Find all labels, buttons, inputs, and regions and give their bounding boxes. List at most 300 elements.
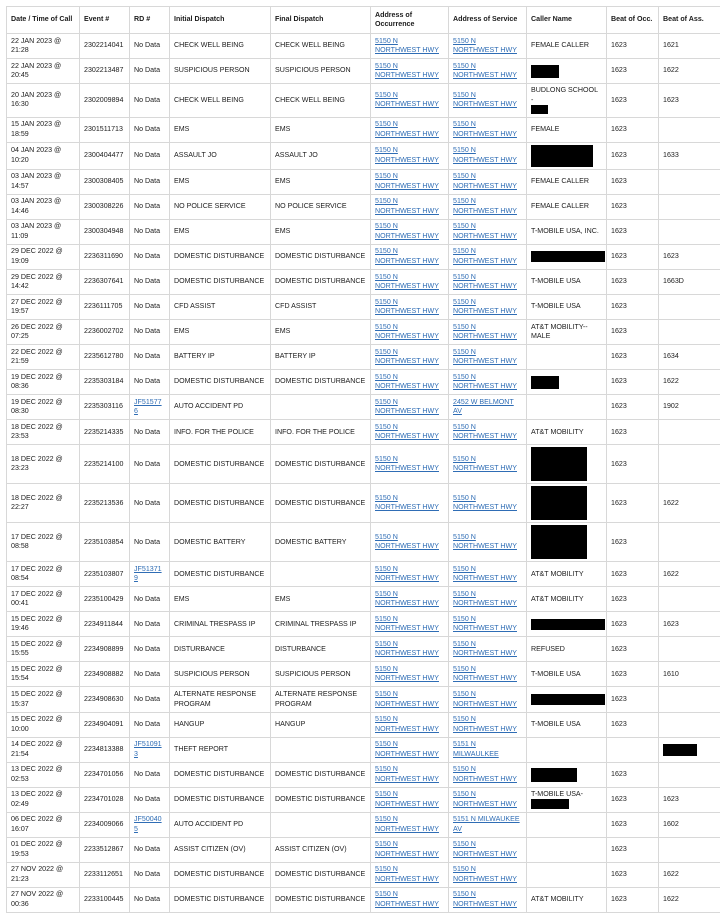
table-row	[7, 612, 720, 637]
cell-rd-number-text: No Data	[134, 770, 160, 778]
cell-rd-number-link[interactable]: JF500405	[134, 815, 162, 832]
cell-final-dispatch	[271, 612, 371, 637]
cell-beat-occ-text: 1623	[611, 720, 627, 728]
cell-event-number-text: 2302213487	[84, 66, 123, 74]
cell-beat-ass	[659, 294, 720, 319]
cell-rd-number	[130, 34, 170, 59]
cell-caller-name	[527, 862, 607, 887]
cell-final-dispatch	[271, 712, 371, 737]
cell-beat-ass-text: 1622	[663, 870, 679, 878]
cell-caller-name	[527, 219, 607, 244]
cell-rd-number-text: No Data	[134, 499, 160, 507]
cell-beat-ass-text: 1622	[663, 377, 679, 385]
cell-address-service-link[interactable]: 5150 N NORTHWEST HWY	[453, 494, 517, 511]
cell-initial-dispatch	[170, 787, 271, 812]
cell-rd-number	[130, 637, 170, 662]
cell-address-service	[449, 194, 527, 219]
cell-address-occurrence-link[interactable]: 5150 N NORTHWEST HWY	[375, 37, 439, 54]
table-row	[7, 169, 720, 194]
cell-address-occurrence-link[interactable]: 5150 N NORTHWEST HWY	[375, 740, 439, 757]
cell-address-occurrence-link[interactable]: 5150 N NORTHWEST HWY	[375, 298, 439, 315]
cell-event-number-text: 2235103854	[84, 538, 123, 546]
cell-caller-name	[527, 194, 607, 219]
cell-address-service-link[interactable]: 5150 N NORTHWEST HWY	[453, 222, 517, 239]
cell-beat-ass	[659, 862, 720, 887]
cell-caller-name	[527, 294, 607, 319]
cell-address-occurrence-link[interactable]: 5150 N NORTHWEST HWY	[375, 172, 439, 189]
cell-address-service-link[interactable]: 5150 N NORTHWEST HWY	[453, 765, 517, 782]
cell-event-number-text: 2234009066	[84, 820, 123, 828]
cell-address-occurrence-link[interactable]: 5150 N NORTHWEST HWY	[375, 790, 439, 807]
cell-address-service-link[interactable]: 5150 N NORTHWEST HWY	[453, 62, 517, 79]
cell-final-dispatch	[271, 837, 371, 862]
cell-rd-number-text: No Data	[134, 595, 160, 603]
cell-event-number	[80, 370, 130, 395]
table-row	[7, 687, 720, 712]
cell-address-occurrence-link[interactable]: 5150 N NORTHWEST HWY	[375, 533, 439, 550]
cell-event-number	[80, 169, 130, 194]
cell-address-service-link[interactable]: 5150 N NORTHWEST HWY	[453, 590, 517, 607]
cell-event-number	[80, 484, 130, 523]
cell-address-service-link[interactable]: 5150 N NORTHWEST HWY	[453, 91, 517, 108]
cell-initial-dispatch-text: EMS	[174, 327, 189, 335]
cell-address-service	[449, 219, 527, 244]
cell-address-occurrence-link[interactable]: 5150 N NORTHWEST HWY	[375, 615, 439, 632]
table-row	[7, 194, 720, 219]
cell-rd-number	[130, 587, 170, 612]
cell-final-dispatch-text: HANGUP	[275, 720, 305, 728]
cell-address-occurrence	[371, 484, 449, 523]
cell-final-dispatch-text: ASSAULT JO	[275, 151, 318, 159]
cell-beat-ass	[659, 662, 720, 687]
cell-initial-dispatch	[170, 219, 271, 244]
cell-event-number	[80, 445, 130, 484]
cell-date-time-text: 15 DEC 2022 @ 15:54	[11, 665, 63, 682]
cell-caller-name	[527, 269, 607, 294]
cell-event-number	[80, 244, 130, 269]
cell-address-service-link[interactable]: 5150 N NORTHWEST HWY	[453, 640, 517, 657]
cell-event-number	[80, 687, 130, 712]
cell-beat-occ-text: 1623	[611, 41, 627, 49]
cell-initial-dispatch-text: DOMESTIC DISTURBANCE	[174, 770, 264, 778]
cell-event-number-text: 2302009894	[84, 96, 123, 104]
cell-beat-ass	[659, 484, 720, 523]
cell-address-service-link[interactable]: 5150 N NORTHWEST HWY	[453, 423, 517, 440]
cell-date-time	[7, 787, 80, 812]
cell-initial-dispatch-text: AUTO ACCIDENT PD	[174, 820, 243, 828]
cell-initial-dispatch	[170, 637, 271, 662]
cell-final-dispatch-text: EMS	[275, 227, 290, 235]
cell-rd-number	[130, 219, 170, 244]
cell-beat-ass	[659, 787, 720, 812]
cell-address-occurrence	[371, 219, 449, 244]
cell-address-occurrence	[371, 169, 449, 194]
cell-beat-occ	[607, 219, 659, 244]
cell-address-occurrence-link[interactable]: 5150 N NORTHWEST HWY	[375, 197, 439, 214]
cell-address-service-link[interactable]: 2452 W BELMONT AV	[453, 398, 514, 415]
cell-final-dispatch	[271, 787, 371, 812]
cell-initial-dispatch-text: CHECK WELL BEING	[174, 96, 244, 104]
cell-beat-occ-text: 1623	[611, 96, 627, 104]
cell-address-occurrence-link[interactable]: 5150 N NORTHWEST HWY	[375, 690, 439, 707]
cell-date-time-text: 15 DEC 2022 @ 19:46	[11, 615, 63, 632]
cell-address-occurrence	[371, 737, 449, 762]
cell-beat-ass-text: 1623	[663, 795, 679, 803]
cell-address-occurrence-link[interactable]: 5150 N NORTHWEST HWY	[375, 62, 439, 79]
cell-beat-occ-text: 1623	[611, 125, 627, 133]
cell-rd-number	[130, 320, 170, 345]
cell-address-occurrence-link[interactable]: 5150 N NORTHWEST HWY	[375, 815, 439, 832]
cell-address-occurrence	[371, 637, 449, 662]
cell-beat-occ	[607, 34, 659, 59]
cell-beat-occ-text: 1623	[611, 795, 627, 803]
table-row	[7, 420, 720, 445]
cell-beat-occ	[607, 420, 659, 445]
cell-beat-ass	[659, 142, 720, 169]
cell-address-service-link[interactable]: 5150 N NORTHWEST HWY	[453, 890, 517, 907]
cell-event-number-text: 2234813388	[84, 745, 123, 753]
cell-beat-ass	[659, 219, 720, 244]
cell-address-occurrence-link[interactable]: 5150 N NORTHWEST HWY	[375, 840, 439, 857]
cell-rd-number	[130, 484, 170, 523]
cell-beat-occ-text: 1623	[611, 327, 627, 335]
cell-beat-occ	[607, 395, 659, 420]
cell-beat-ass-text: 1610	[663, 670, 679, 678]
cell-date-time-text: 17 DEC 2022 @ 08:58	[11, 533, 63, 550]
cell-final-dispatch	[271, 812, 371, 837]
cell-address-service-link[interactable]: 5150 N NORTHWEST HWY	[453, 323, 517, 340]
cell-address-occurrence	[371, 370, 449, 395]
cell-date-time	[7, 219, 80, 244]
cell-address-service	[449, 294, 527, 319]
cell-address-service-link[interactable]: 5150 N NORTHWEST HWY	[453, 565, 517, 582]
cell-beat-ass	[659, 370, 720, 395]
cell-date-time-text: 29 DEC 2022 @ 19:09	[11, 247, 63, 264]
cell-final-dispatch	[271, 84, 371, 118]
cell-address-occurrence-link[interactable]: 5150 N NORTHWEST HWY	[375, 590, 439, 607]
header-rd-number: RD #	[130, 7, 170, 34]
cell-address-occurrence	[371, 862, 449, 887]
cell-date-time-text: 15 DEC 2022 @ 15:37	[11, 690, 63, 707]
redaction-box	[531, 486, 587, 520]
cell-address-service-link[interactable]: 5150 N NORTHWEST HWY	[453, 172, 517, 189]
cell-rd-number-link[interactable]: JF513719	[134, 565, 162, 582]
cell-caller-name	[527, 484, 607, 523]
cell-address-service-link[interactable]: 5151 N MILWAUKEE AV	[453, 815, 520, 832]
redaction-box	[531, 525, 587, 559]
cell-beat-occ-text: 1623	[611, 66, 627, 74]
cell-initial-dispatch-text: CRIMINAL TRESPASS IP	[174, 620, 255, 628]
table-row	[7, 320, 720, 345]
cell-beat-occ-text: 1623	[611, 428, 627, 436]
cell-initial-dispatch	[170, 244, 271, 269]
cell-caller-name-text: T-MOBILE USA, INC.	[531, 227, 599, 235]
cell-address-service	[449, 662, 527, 687]
cell-rd-number-text: No Data	[134, 870, 160, 878]
cell-initial-dispatch	[170, 370, 271, 395]
redaction-box	[531, 799, 569, 809]
cell-address-occurrence	[371, 420, 449, 445]
cell-final-dispatch	[271, 587, 371, 612]
cell-event-number-text: 2233512867	[84, 845, 123, 853]
cell-address-occurrence	[371, 445, 449, 484]
cell-address-service-link[interactable]: 5150 N NORTHWEST HWY	[453, 197, 517, 214]
cell-address-occurrence	[371, 269, 449, 294]
cell-final-dispatch	[271, 34, 371, 59]
cell-event-number	[80, 345, 130, 370]
cell-date-time-text: 17 DEC 2022 @ 08:54	[11, 565, 63, 582]
cell-address-occurrence-link[interactable]: 5150 N NORTHWEST HWY	[375, 120, 439, 137]
cell-event-number-text: 2235100429	[84, 595, 123, 603]
cell-rd-number	[130, 84, 170, 118]
cell-final-dispatch-text: EMS	[275, 595, 290, 603]
cell-initial-dispatch-text: DOMESTIC DISTURBANCE	[174, 870, 264, 878]
cell-caller-name-text: T-MOBILE USA-	[531, 790, 583, 798]
cell-event-number-text: 2234911844	[84, 620, 123, 628]
cell-address-occurrence-link[interactable]: 5150 N NORTHWEST HWY	[375, 455, 439, 472]
cell-date-time-text: 27 NOV 2022 @ 00:36	[11, 890, 63, 907]
cell-final-dispatch	[271, 219, 371, 244]
cell-event-number	[80, 712, 130, 737]
cell-address-occurrence-link[interactable]: 5150 N NORTHWEST HWY	[375, 640, 439, 657]
cell-beat-occ	[607, 837, 659, 862]
redaction-box	[663, 744, 697, 756]
cell-date-time	[7, 687, 80, 712]
cell-beat-ass-text: 1623	[663, 96, 679, 104]
cell-final-dispatch	[271, 523, 371, 562]
cell-final-dispatch	[271, 445, 371, 484]
cell-beat-ass	[659, 445, 720, 484]
cell-beat-occ	[607, 862, 659, 887]
cell-final-dispatch	[271, 562, 371, 587]
cell-address-service-link[interactable]: 5150 N NORTHWEST HWY	[453, 840, 517, 857]
cell-date-time-text: 29 DEC 2022 @ 14:42	[11, 273, 63, 290]
cell-beat-ass	[659, 523, 720, 562]
cell-address-occurrence-link[interactable]: 5150 N NORTHWEST HWY	[375, 222, 439, 239]
cell-address-occurrence	[371, 712, 449, 737]
cell-beat-occ	[607, 345, 659, 370]
cell-rd-number-text: No Data	[134, 125, 160, 133]
cell-address-occurrence-link[interactable]: 5150 N NORTHWEST HWY	[375, 494, 439, 511]
cell-address-service	[449, 117, 527, 142]
cell-initial-dispatch	[170, 117, 271, 142]
cell-address-service	[449, 687, 527, 712]
cell-caller-name-text: T-MOBILE USA	[531, 670, 581, 678]
cell-final-dispatch	[271, 169, 371, 194]
cell-event-number-text: 2235103807	[84, 570, 123, 578]
cell-address-occurrence-link[interactable]: 5150 N NORTHWEST HWY	[375, 423, 439, 440]
cell-date-time-text: 15 DEC 2022 @ 10:00	[11, 715, 63, 732]
cell-final-dispatch-text: INFO. FOR THE POLICE	[275, 428, 355, 436]
cell-address-service-link[interactable]: 5150 N NORTHWEST HWY	[453, 615, 517, 632]
cell-address-occurrence-link[interactable]: 5150 N NORTHWEST HWY	[375, 273, 439, 290]
cell-address-occurrence	[371, 687, 449, 712]
cell-beat-ass	[659, 837, 720, 862]
cell-address-service-link[interactable]: 5150 N NORTHWEST HWY	[453, 790, 517, 807]
cell-date-time-text: 15 JAN 2023 @ 18:59	[11, 120, 61, 137]
cell-address-service-link[interactable]: 5150 N NORTHWEST HWY	[453, 715, 517, 732]
cell-address-service-link[interactable]: 5150 N NORTHWEST HWY	[453, 865, 517, 882]
cell-event-number-text: 2300308226	[84, 202, 123, 210]
cell-beat-occ	[607, 587, 659, 612]
cell-rd-number-text: No Data	[134, 227, 160, 235]
cell-address-service-link[interactable]: 5150 N NORTHWEST HWY	[453, 120, 517, 137]
cell-rd-number	[130, 612, 170, 637]
cell-address-service-link[interactable]: 5150 N NORTHWEST HWY	[453, 273, 517, 290]
cell-beat-occ	[607, 194, 659, 219]
cell-initial-dispatch	[170, 687, 271, 712]
cell-rd-number-text: No Data	[134, 377, 160, 385]
cell-address-occurrence-link[interactable]: 5150 N NORTHWEST HWY	[375, 373, 439, 390]
cell-date-time-text: 27 DEC 2022 @ 19:57	[11, 298, 63, 315]
cell-initial-dispatch-text: DOMESTIC DISTURBANCE	[174, 377, 264, 385]
cell-initial-dispatch	[170, 812, 271, 837]
cell-final-dispatch	[271, 320, 371, 345]
table-row	[7, 345, 720, 370]
cell-event-number-text: 2236111705	[84, 302, 122, 310]
cell-beat-occ-text: 1623	[611, 670, 627, 678]
cell-beat-occ-text: 1623	[611, 695, 627, 703]
cell-caller-name	[527, 523, 607, 562]
cell-event-number	[80, 887, 130, 912]
cell-address-service-link[interactable]: 5151 N MILWAULKEE	[453, 740, 499, 757]
cell-caller-name	[527, 637, 607, 662]
cell-event-number-text: 2234908899	[84, 645, 123, 653]
cell-date-time-text: 06 DEC 2022 @ 16:07	[11, 815, 63, 832]
cell-final-dispatch-text: CFD ASSIST	[275, 302, 316, 310]
cell-address-occurrence-link[interactable]: 5150 N NORTHWEST HWY	[375, 665, 439, 682]
cell-date-time-text: 17 DEC 2022 @ 00:41	[11, 590, 63, 607]
cell-rd-number	[130, 169, 170, 194]
cell-rd-number	[130, 562, 170, 587]
cell-beat-occ	[607, 117, 659, 142]
cell-rd-number	[130, 269, 170, 294]
cell-caller-name	[527, 445, 607, 484]
cell-final-dispatch	[271, 194, 371, 219]
cell-beat-occ-text: 1623	[611, 151, 627, 159]
dispatch-calls-table	[6, 6, 720, 913]
cell-caller-name	[527, 244, 607, 269]
cell-event-number	[80, 837, 130, 862]
cell-initial-dispatch-text: EMS	[174, 595, 189, 603]
cell-beat-ass	[659, 84, 720, 118]
cell-beat-ass	[659, 737, 720, 762]
cell-address-occurrence-link[interactable]: 5150 N NORTHWEST HWY	[375, 348, 439, 365]
cell-beat-ass	[659, 712, 720, 737]
cell-address-service-link[interactable]: 5150 N NORTHWEST HWY	[453, 37, 517, 54]
cell-beat-ass-text: 1633	[663, 151, 679, 159]
cell-address-service-link[interactable]: 5150 N NORTHWEST HWY	[453, 348, 517, 365]
cell-address-service-link[interactable]: 5150 N NORTHWEST HWY	[453, 690, 517, 707]
cell-beat-occ-text: 1623	[611, 870, 627, 878]
cell-date-time	[7, 562, 80, 587]
table-row	[7, 812, 720, 837]
cell-address-service	[449, 370, 527, 395]
cell-address-occurrence-link[interactable]: 5150 N NORTHWEST HWY	[375, 398, 439, 415]
cell-address-service-link[interactable]: 5150 N NORTHWEST HWY	[453, 455, 517, 472]
table-row	[7, 887, 720, 912]
cell-final-dispatch-text: DOMESTIC DISTURBANCE	[275, 277, 365, 285]
cell-final-dispatch-text: DOMESTIC DISTURBANCE	[275, 770, 365, 778]
cell-rd-number-link[interactable]: JF515776	[134, 398, 162, 415]
cell-caller-name	[527, 587, 607, 612]
cell-date-time	[7, 712, 80, 737]
cell-address-occurrence-link[interactable]: 5150 N NORTHWEST HWY	[375, 715, 439, 732]
cell-event-number-text: 2234904091	[84, 720, 123, 728]
cell-caller-name	[527, 762, 607, 787]
cell-initial-dispatch	[170, 484, 271, 523]
header-event-number: Event #	[80, 7, 130, 34]
table-row	[7, 862, 720, 887]
cell-final-dispatch	[271, 244, 371, 269]
cell-beat-occ	[607, 687, 659, 712]
cell-caller-name	[527, 142, 607, 169]
cell-beat-occ	[607, 523, 659, 562]
cell-address-occurrence-link[interactable]: 5150 N NORTHWEST HWY	[375, 91, 439, 108]
cell-address-occurrence	[371, 395, 449, 420]
table-row	[7, 84, 720, 118]
cell-caller-name-text: FEMALE CALLER	[531, 177, 589, 185]
cell-address-service-link[interactable]: 5150 N NORTHWEST HWY	[453, 298, 517, 315]
cell-final-dispatch-text: DOMESTIC DISTURBANCE	[275, 499, 365, 507]
cell-beat-ass	[659, 194, 720, 219]
cell-address-service-link[interactable]: 5150 N NORTHWEST HWY	[453, 146, 517, 163]
cell-address-occurrence-link[interactable]: 5150 N NORTHWEST HWY	[375, 247, 439, 264]
cell-address-occurrence-link[interactable]: 5150 N NORTHWEST HWY	[375, 146, 439, 163]
cell-address-occurrence-link[interactable]: 5150 N NORTHWEST HWY	[375, 865, 439, 882]
cell-initial-dispatch-text: DOMESTIC BATTERY	[174, 538, 245, 546]
cell-beat-occ	[607, 244, 659, 269]
cell-date-time	[7, 142, 80, 169]
cell-date-time	[7, 523, 80, 562]
cell-date-time-text: 22 JAN 2023 @ 21:28	[11, 37, 61, 54]
cell-address-occurrence-link[interactable]: 5150 N NORTHWEST HWY	[375, 323, 439, 340]
cell-beat-occ	[607, 637, 659, 662]
cell-address-service	[449, 587, 527, 612]
cell-rd-number-link[interactable]: JF510913	[134, 740, 162, 757]
cell-address-occurrence-link[interactable]: 5150 N NORTHWEST HWY	[375, 565, 439, 582]
cell-address-service-link[interactable]: 5150 N NORTHWEST HWY	[453, 373, 517, 390]
table-row	[7, 484, 720, 523]
cell-date-time	[7, 59, 80, 84]
cell-event-number-text: 2235213536	[84, 499, 123, 507]
cell-rd-number	[130, 787, 170, 812]
cell-initial-dispatch	[170, 142, 271, 169]
cell-beat-occ-text: 1623	[611, 252, 627, 260]
cell-beat-occ-text: 1623	[611, 595, 627, 603]
cell-address-service-link[interactable]: 5150 N NORTHWEST HWY	[453, 665, 517, 682]
cell-address-service-link[interactable]: 5150 N NORTHWEST HWY	[453, 247, 517, 264]
cell-address-service-link[interactable]: 5150 N NORTHWEST HWY	[453, 533, 517, 550]
cell-event-number	[80, 269, 130, 294]
cell-beat-occ-text: 1623	[611, 277, 627, 285]
cell-rd-number-text: No Data	[134, 151, 160, 159]
cell-initial-dispatch	[170, 34, 271, 59]
cell-caller-name-text: AT&T MOBILITY	[531, 570, 584, 578]
cell-beat-occ	[607, 142, 659, 169]
cell-date-time-text: 15 DEC 2022 @ 15:55	[11, 640, 63, 657]
cell-initial-dispatch	[170, 395, 271, 420]
cell-initial-dispatch-text: DOMESTIC DISTURBANCE	[174, 252, 264, 260]
cell-beat-ass-text: 1634	[663, 352, 679, 360]
cell-date-time	[7, 762, 80, 787]
cell-address-occurrence-link[interactable]: 5150 N NORTHWEST HWY	[375, 890, 439, 907]
cell-rd-number-text: No Data	[134, 202, 160, 210]
cell-initial-dispatch	[170, 169, 271, 194]
cell-address-occurrence-link[interactable]: 5150 N NORTHWEST HWY	[375, 765, 439, 782]
cell-rd-number-text: No Data	[134, 428, 160, 436]
cell-address-service	[449, 762, 527, 787]
